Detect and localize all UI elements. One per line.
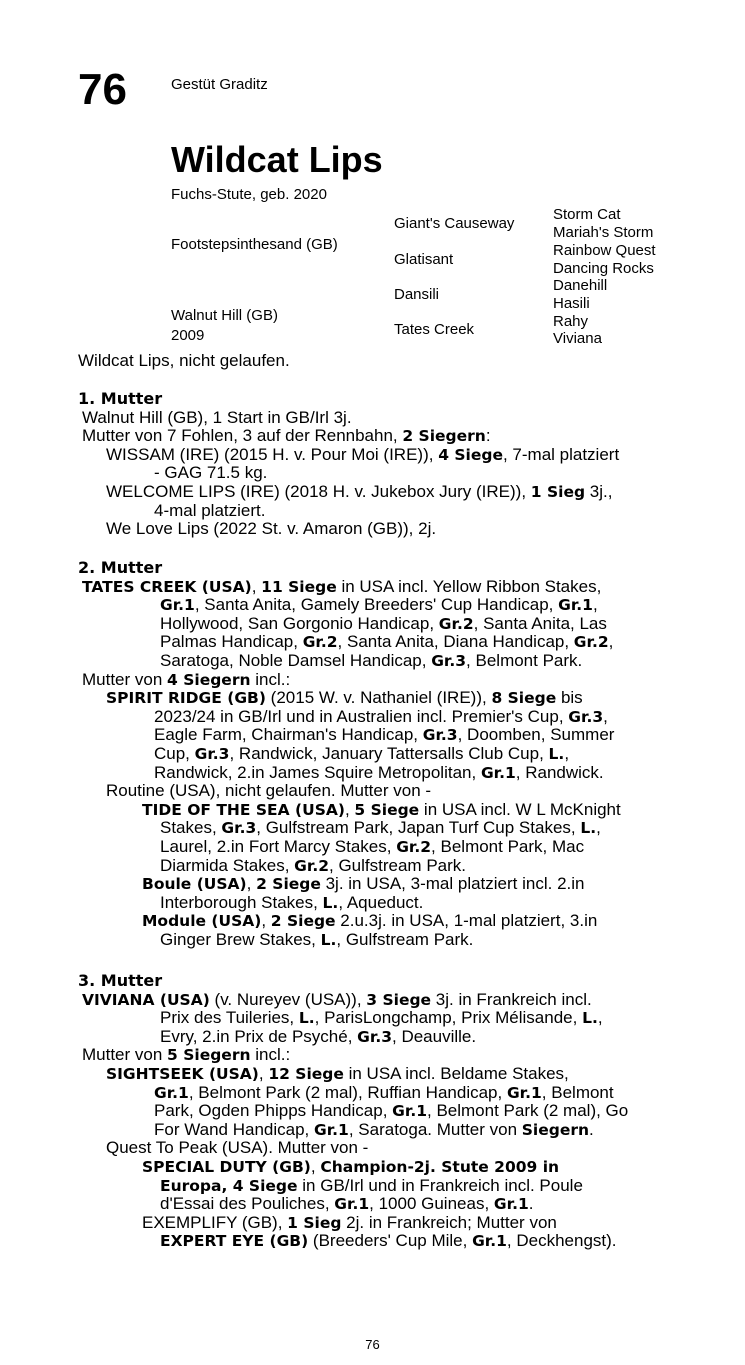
- produce-entry-cont: Randwick, 2.in James Squire Metropolitan, Gr.1, Randwick.: [154, 762, 604, 782]
- produce-summary: Mutter von 5 Siegern incl.:: [82, 1045, 291, 1065]
- section-heading: 1. Mutter: [78, 389, 163, 408]
- produce-entry: Quest To Peak (USA). Mutter von -: [106, 1138, 369, 1158]
- produce-summary: Mutter von 4 Siegern incl.:: [82, 669, 291, 689]
- produce-summary: Mutter von 7 Fohlen, 3 auf der Rennbahn, 2 Siegern:: [82, 426, 491, 446]
- produce-entry: WELCOME LIPS (IRE) (2018 H. v. Jukebox Jury (IRE)), 1 Sieg 3j.,: [106, 481, 613, 501]
- pedigree-gen3: Mariah's Storm: [553, 224, 654, 241]
- grand-produce-entry: EXEMPLIFY (GB), 1 Sieg 2j. in Frankreich; Mutter von: [142, 1212, 557, 1232]
- pedigree-gen3: Danehill: [553, 277, 608, 294]
- third-dam-section: [78, 972, 668, 1251]
- pedigree-gen2: Tates Creek: [394, 321, 475, 338]
- pedigree-gen2: Giant's Causeway: [394, 215, 515, 232]
- grand-produce-entry-cont: Stakes, Gr.3, Gulfstream Park, Japan Turf Cup Stakes, L.,: [160, 818, 601, 838]
- dam-record-cont: Gr.1, Santa Anita, Gamely Breeders' Cup Handicap, Gr.1,: [160, 595, 598, 615]
- produce-entry: SPIRIT RIDGE (GB) (2015 W. v. Nathaniel (IRE)), 8 Siege bis: [106, 688, 583, 708]
- pedigree-dam: Walnut Hill (GB): [171, 307, 278, 324]
- pedigree-gen2: Glatisant: [394, 251, 454, 268]
- second-dam-section: [78, 559, 668, 949]
- dam-record-cont: Saratoga, Noble Damsel Handicap, Gr.3, Belmont Park.: [160, 650, 583, 670]
- dam-record-cont: Hollywood, San Gorgonio Handicap, Gr.2, Santa Anita, Las: [160, 613, 607, 633]
- produce-entry-cont: Park, Ogden Phipps Handicap, Gr.1, Belmont Park (2 mal), Go: [154, 1101, 629, 1121]
- produce-entry: Routine (USA), nicht gelaufen. Mutter von -: [106, 781, 432, 801]
- grand-produce-entry-cont: Interborough Stakes, L., Aqueduct.: [160, 892, 424, 912]
- grand-produce-entry-cont: Ginger Brew Stakes, L., Gulfstream Park.: [160, 929, 474, 949]
- section-heading: 2. Mutter: [78, 558, 163, 577]
- produce-entry-cont: 4-mal platziert.: [154, 500, 266, 520]
- dam-record: VIVIANA (USA) (v. Nureyev (USA)), 3 Siege 3j. in Frankreich incl.: [82, 989, 592, 1009]
- horse-description: Fuchs-Stute, geb. 2020: [171, 186, 327, 203]
- grand-produce-entry: Module (USA), 2 Siege 2.u.3j. in USA, 1-mal platziert, 3.in: [142, 911, 598, 931]
- pedigree-gen3: Rahy: [553, 313, 589, 330]
- dam-record: TATES CREEK (USA), 11 Siege in USA incl. Yellow Ribbon Stakes,: [82, 576, 602, 596]
- grand-produce-entry-cont: d'Essai des Pouliches, Gr.1, 1000 Guineas, Gr.1.: [160, 1194, 534, 1214]
- dam-record-cont: Prix des Tuileries, L., ParisLongchamp, Prix Mélisande, L.,: [160, 1008, 603, 1028]
- grand-produce-entry-cont: EXPERT EYE (GB) (Breeders' Cup Mile, Gr.1, Deckhengst).: [160, 1231, 617, 1251]
- pedigree-gen3: Rainbow Quest: [553, 242, 656, 259]
- pedigree-sire: Footstepsinthesand (GB): [171, 236, 338, 253]
- grand-produce-entry-cont: Laurel, 2.in Fort Marcy Stakes, Gr.2, Belmont Park, Mac: [160, 836, 585, 856]
- produce-entry: WISSAM (IRE) (2015 H. v. Pour Moi (IRE)), 4 Siege, 7-mal platziert: [106, 444, 620, 464]
- produce-entry-cont: - GAG 71.5 kg.: [154, 463, 268, 483]
- breeder-name: Gestüt Graditz: [171, 76, 268, 93]
- produce-entry-cont: 2023/24 in GB/Irl und in Australien incl. Premier's Cup, Gr.3,: [154, 706, 608, 726]
- pedigree-gen3: Hasili: [553, 295, 590, 312]
- dam-record-cont: Evry, 2.in Prix de Psyché, Gr.3, Deauville.: [160, 1026, 477, 1046]
- produce-entry-cont: Gr.1, Belmont Park (2 mal), Ruffian Handicap, Gr.1, Belmont: [154, 1082, 614, 1102]
- produce-entry: We Love Lips (2022 St. v. Amaron (GB)), 2j.: [106, 519, 437, 539]
- produce-entry-cont: For Wand Handicap, Gr.1, Saratoga. Mutter von Siegern.: [154, 1119, 594, 1139]
- grand-produce-entry: TIDE OF THE SEA (USA), 5 Siege in USA incl. W L McKnight: [142, 799, 621, 819]
- pedigree-gen3: Viviana: [553, 330, 602, 347]
- lot-number: 76: [78, 65, 127, 114]
- pedigree-dam-year: 2009: [171, 327, 205, 344]
- grand-produce-entry-cont: Diarmida Stakes, Gr.2, Gulfstream Park.: [160, 855, 466, 875]
- page-number: 76: [365, 1337, 380, 1352]
- pedigree-gen3: Storm Cat: [553, 206, 621, 223]
- horse-summary: Wildcat Lips, nicht gelaufen.: [78, 351, 290, 370]
- produce-entry: SIGHTSEEK (USA), 12 Siege in USA incl. Beldame Stakes,: [106, 1063, 569, 1083]
- grand-produce-entry: Boule (USA), 2 Siege 3j. in USA, 3-mal platziert incl. 2.in: [142, 874, 585, 894]
- section-heading: 3. Mutter: [78, 971, 163, 990]
- horse-name: Wildcat Lips: [171, 139, 383, 180]
- grand-produce-entry-cont: Europa, 4 Siege in GB/Irl und in Frankreich incl. Poule: [160, 1175, 583, 1195]
- produce-entry-cont: Eagle Farm, Chairman's Handicap, Gr.3, Doomben, Summer: [154, 725, 615, 745]
- pedigree-gen3: Dancing Rocks: [553, 260, 654, 277]
- pedigree-gen2: Dansili: [394, 286, 440, 303]
- first-dam-section: [78, 390, 668, 539]
- produce-entry-cont: Cup, Gr.3, Randwick, January Tattersalls Club Cup, L.,: [154, 743, 570, 763]
- grand-produce-entry: SPECIAL DUTY (GB), Champion-2j. Stute 2009 in: [142, 1156, 560, 1176]
- dam-record-cont: Palmas Handicap, Gr.2, Santa Anita, Diana Handicap, Gr.2,: [160, 632, 614, 652]
- dam-record: Walnut Hill (GB), 1 Start in GB/Irl 3j.: [82, 407, 352, 427]
